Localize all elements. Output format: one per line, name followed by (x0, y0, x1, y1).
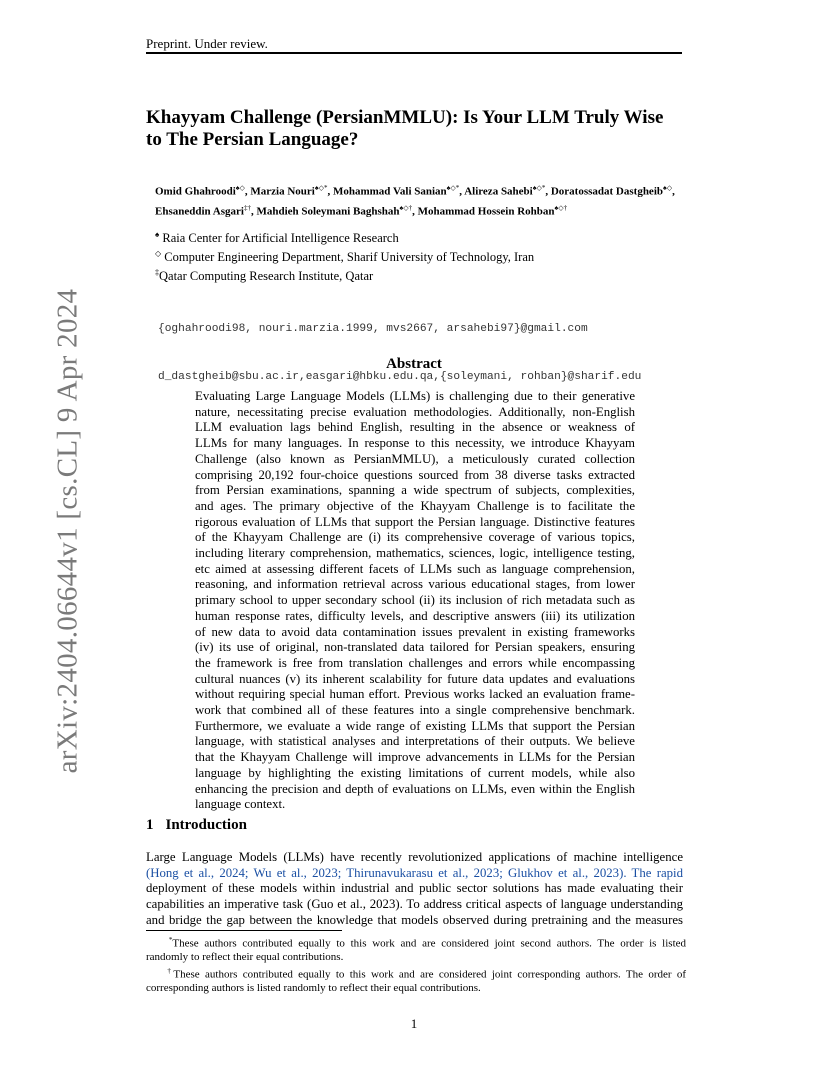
abstract-line: work that combined all of these features into a single comprehensive benchmark. (195, 703, 635, 718)
body-line: and bridge the gap between the knowledge that models observed during pretraining and the measures (146, 912, 683, 927)
author-marks: ♠◇ (663, 184, 673, 192)
section-title: Introduction (165, 817, 247, 833)
footnote-mark: * (168, 936, 173, 944)
abstract-line: LLMs for many languages. In response to this necessity, we introduce Khayyam (195, 436, 635, 451)
author-line-2 (155, 200, 765, 220)
abstract-line: Evaluating Large Language Models (LLMs) is challenging due to their generative (195, 389, 635, 403)
footnote-text: These authors contributed equally to this work and are considered joint corresponding authors. The order of (173, 968, 687, 981)
section-number: 1 (146, 817, 154, 833)
section-heading (146, 817, 247, 834)
footnote-rule (146, 930, 342, 931)
abstract-line: primary school to upper secondary school (ii) its inclusion of rich metadata such as (195, 593, 635, 608)
email-line-2: d_dastgheib@sbu.ac.ir,easgari@hbku.edu.qa,{soleymani, rohban}@sharif.edu (158, 371, 642, 383)
footnote-line (146, 965, 686, 982)
arxiv-stamp-text: arXiv:2404.06644v1 [cs.CL] 9 Apr 2024 (51, 288, 84, 774)
spade-mark: ♠ (155, 230, 160, 239)
author-name: Omid Ghahroodi (155, 185, 236, 198)
affiliation-text: Raia Center for Artificial Intelligence Research (159, 231, 399, 246)
double-dagger-mark: ‡ (155, 268, 159, 278)
abstract-line: of the Khayyam Challenge are (i) its comprehensive coverage of various topics, (195, 530, 635, 545)
author-marks: ♠◇* (446, 184, 460, 192)
body-line: Large Language Models (LLMs) have recently revolutionized applications of machine intelligence (146, 850, 683, 864)
email-line-1: {oghahroodi98, nouri.marzia.1999, mvs2667, arsahebi97}@gmail.com (158, 323, 588, 335)
author-name: Mohammad Vali Sanian (332, 185, 447, 198)
body-line-citations[interactable]: (Hong et al., 2024; Wu et al., 2023; Thirunavukarasu et al., 2023; Glukhov et al., 2023). The rapid (146, 865, 683, 880)
abstract-line: from Persian examinations, spanning a wide spectrum of subjects, complexities, (195, 483, 635, 498)
body-line: deployment of these models within industrial and public sector solutions has made evaluating their (146, 881, 683, 896)
running-header: Preprint. Under review. (146, 36, 268, 51)
abstract-line: (iv) its use of original, non-translated data tailored for Persian speakers, ensuring (195, 640, 635, 655)
author-separator: , (459, 185, 465, 198)
footnotes (146, 934, 686, 995)
author-name: Marzia Nouri (250, 185, 315, 198)
author-marks: ♠◇† (554, 203, 568, 212)
abstract-line: Challenge (also known as PersianMMLU), a meticulously curated collection (195, 451, 635, 466)
page-number: 1 (410, 1016, 418, 1031)
author-separator: , (250, 205, 257, 218)
abstract-line: that the Khayyam Challenge will improve advancements in LLMs for the Persian (195, 750, 635, 765)
footnote-line (146, 934, 686, 951)
abstract-line: language, with statistical analyses and interpretations of their outputs. We believe (195, 734, 635, 749)
author-name: Mahdieh Soleymani Baghshah (256, 205, 400, 218)
footnote-text: These authors contributed equally to this work and are considered joint second authors. The order is listed (172, 937, 687, 950)
author-marks: ♠◇* (314, 184, 328, 192)
abstract-line: of new data to avoid data contamination issues prevalent in existing frameworks (195, 624, 635, 639)
affiliation-text: Qatar Computing Research Institute, Qatar (159, 269, 374, 284)
affiliation-item (155, 265, 534, 284)
author-name: Alireza Sahebi (464, 185, 533, 198)
abstract-line: comprising 20,192 four-choice questions sourced from 38 diverse tasks extracted (195, 467, 635, 482)
author-separator: , (412, 205, 418, 218)
abstract-line: without requiring special human effort. Previous works lacked an evaluation frame- (195, 687, 635, 702)
abstract-line: the framework is free from translation challenges and errors while encompassing (195, 655, 635, 670)
author-separator: , (672, 185, 675, 198)
abstract-line: language by highlighting the existing limitations of current models, while also (195, 765, 635, 780)
author-marks: ♠◇ (235, 184, 245, 192)
author-name: Ehsaneddin Asgari (155, 205, 244, 218)
abstract-line: and ages. The primary objective of the Khayyam Challenge is to facilitate the (195, 498, 635, 513)
author-name: Mohammad Hossein Rohban (417, 205, 555, 218)
paper-title (146, 107, 706, 151)
abstract-line: etc aimed at assessing different facets of LLMs such as language comprehension, (195, 561, 635, 576)
email-block (158, 289, 641, 401)
abstract-line: human response rates, difficulty levels, and descriptive answers (iii) its utilization (195, 608, 635, 623)
abstract-line: language context. (195, 797, 286, 812)
abstract-line: reasoning, and information retrieval across various educational stages, from lower (195, 577, 635, 592)
title-line-1: Khayyam Challenge (PersianMMLU): Is Your LLM Truly Wise (146, 107, 664, 128)
abstract-body (195, 389, 635, 813)
author-marks: ♠◇† (399, 203, 413, 212)
affiliation-text: Computer Engineering Department, Sharif University of Technology, Iran (161, 250, 535, 265)
abstract-line: LLM evaluation lags behind English, resulting in the absence or weakness of (195, 420, 635, 435)
title-line-2: to The Persian Language? (146, 129, 359, 150)
abstract-line: nature, necessitating precise evaluation methodologies. Additionally, non-English (195, 404, 635, 419)
affiliation-list (155, 227, 534, 284)
body-line: capabilities an imperative task (Guo et al., 2023). To address critical aspects of language understanding (146, 897, 683, 912)
author-marks: ‡† (243, 203, 251, 212)
footnote-mark: † (167, 966, 174, 975)
affiliation-item (155, 246, 534, 265)
affiliation-item (155, 227, 534, 246)
author-separator: , (327, 185, 333, 198)
abstract-line: rigorous evaluation of LLMs that support the Persian language. Distinctive features (195, 514, 635, 529)
footnote-line: randomly to reflect their equal contributions. (146, 951, 344, 964)
author-name: Doratossadat Dastgheib (550, 185, 663, 198)
diamond-mark: ◇ (155, 249, 162, 259)
author-line-1 (155, 180, 765, 200)
author-separator: , (244, 185, 251, 198)
footnote-line: corresponding authors is listed randomly to reflect their equal contributions. (146, 981, 481, 994)
author-separator: , (545, 185, 551, 198)
abstract-line: Furthermore, we evaluate a wide range of existing LLMs that support the Persian (195, 718, 635, 733)
abstract-line: enhancing the precision and depth of evaluations on LLMs, even within the English (195, 781, 635, 796)
abstract-line: including literary comprehension, mathematics, sciences, logic, intelligence testing, (195, 546, 635, 561)
header-rule (146, 52, 682, 54)
author-marks: ♠◇* (532, 184, 546, 192)
section-body (146, 850, 683, 929)
author-list (155, 180, 765, 219)
abstract-line: cultural nuances (v) its inherent scalability for future data updates and evaluations (195, 671, 635, 686)
abstract-heading: Abstract (386, 356, 442, 372)
